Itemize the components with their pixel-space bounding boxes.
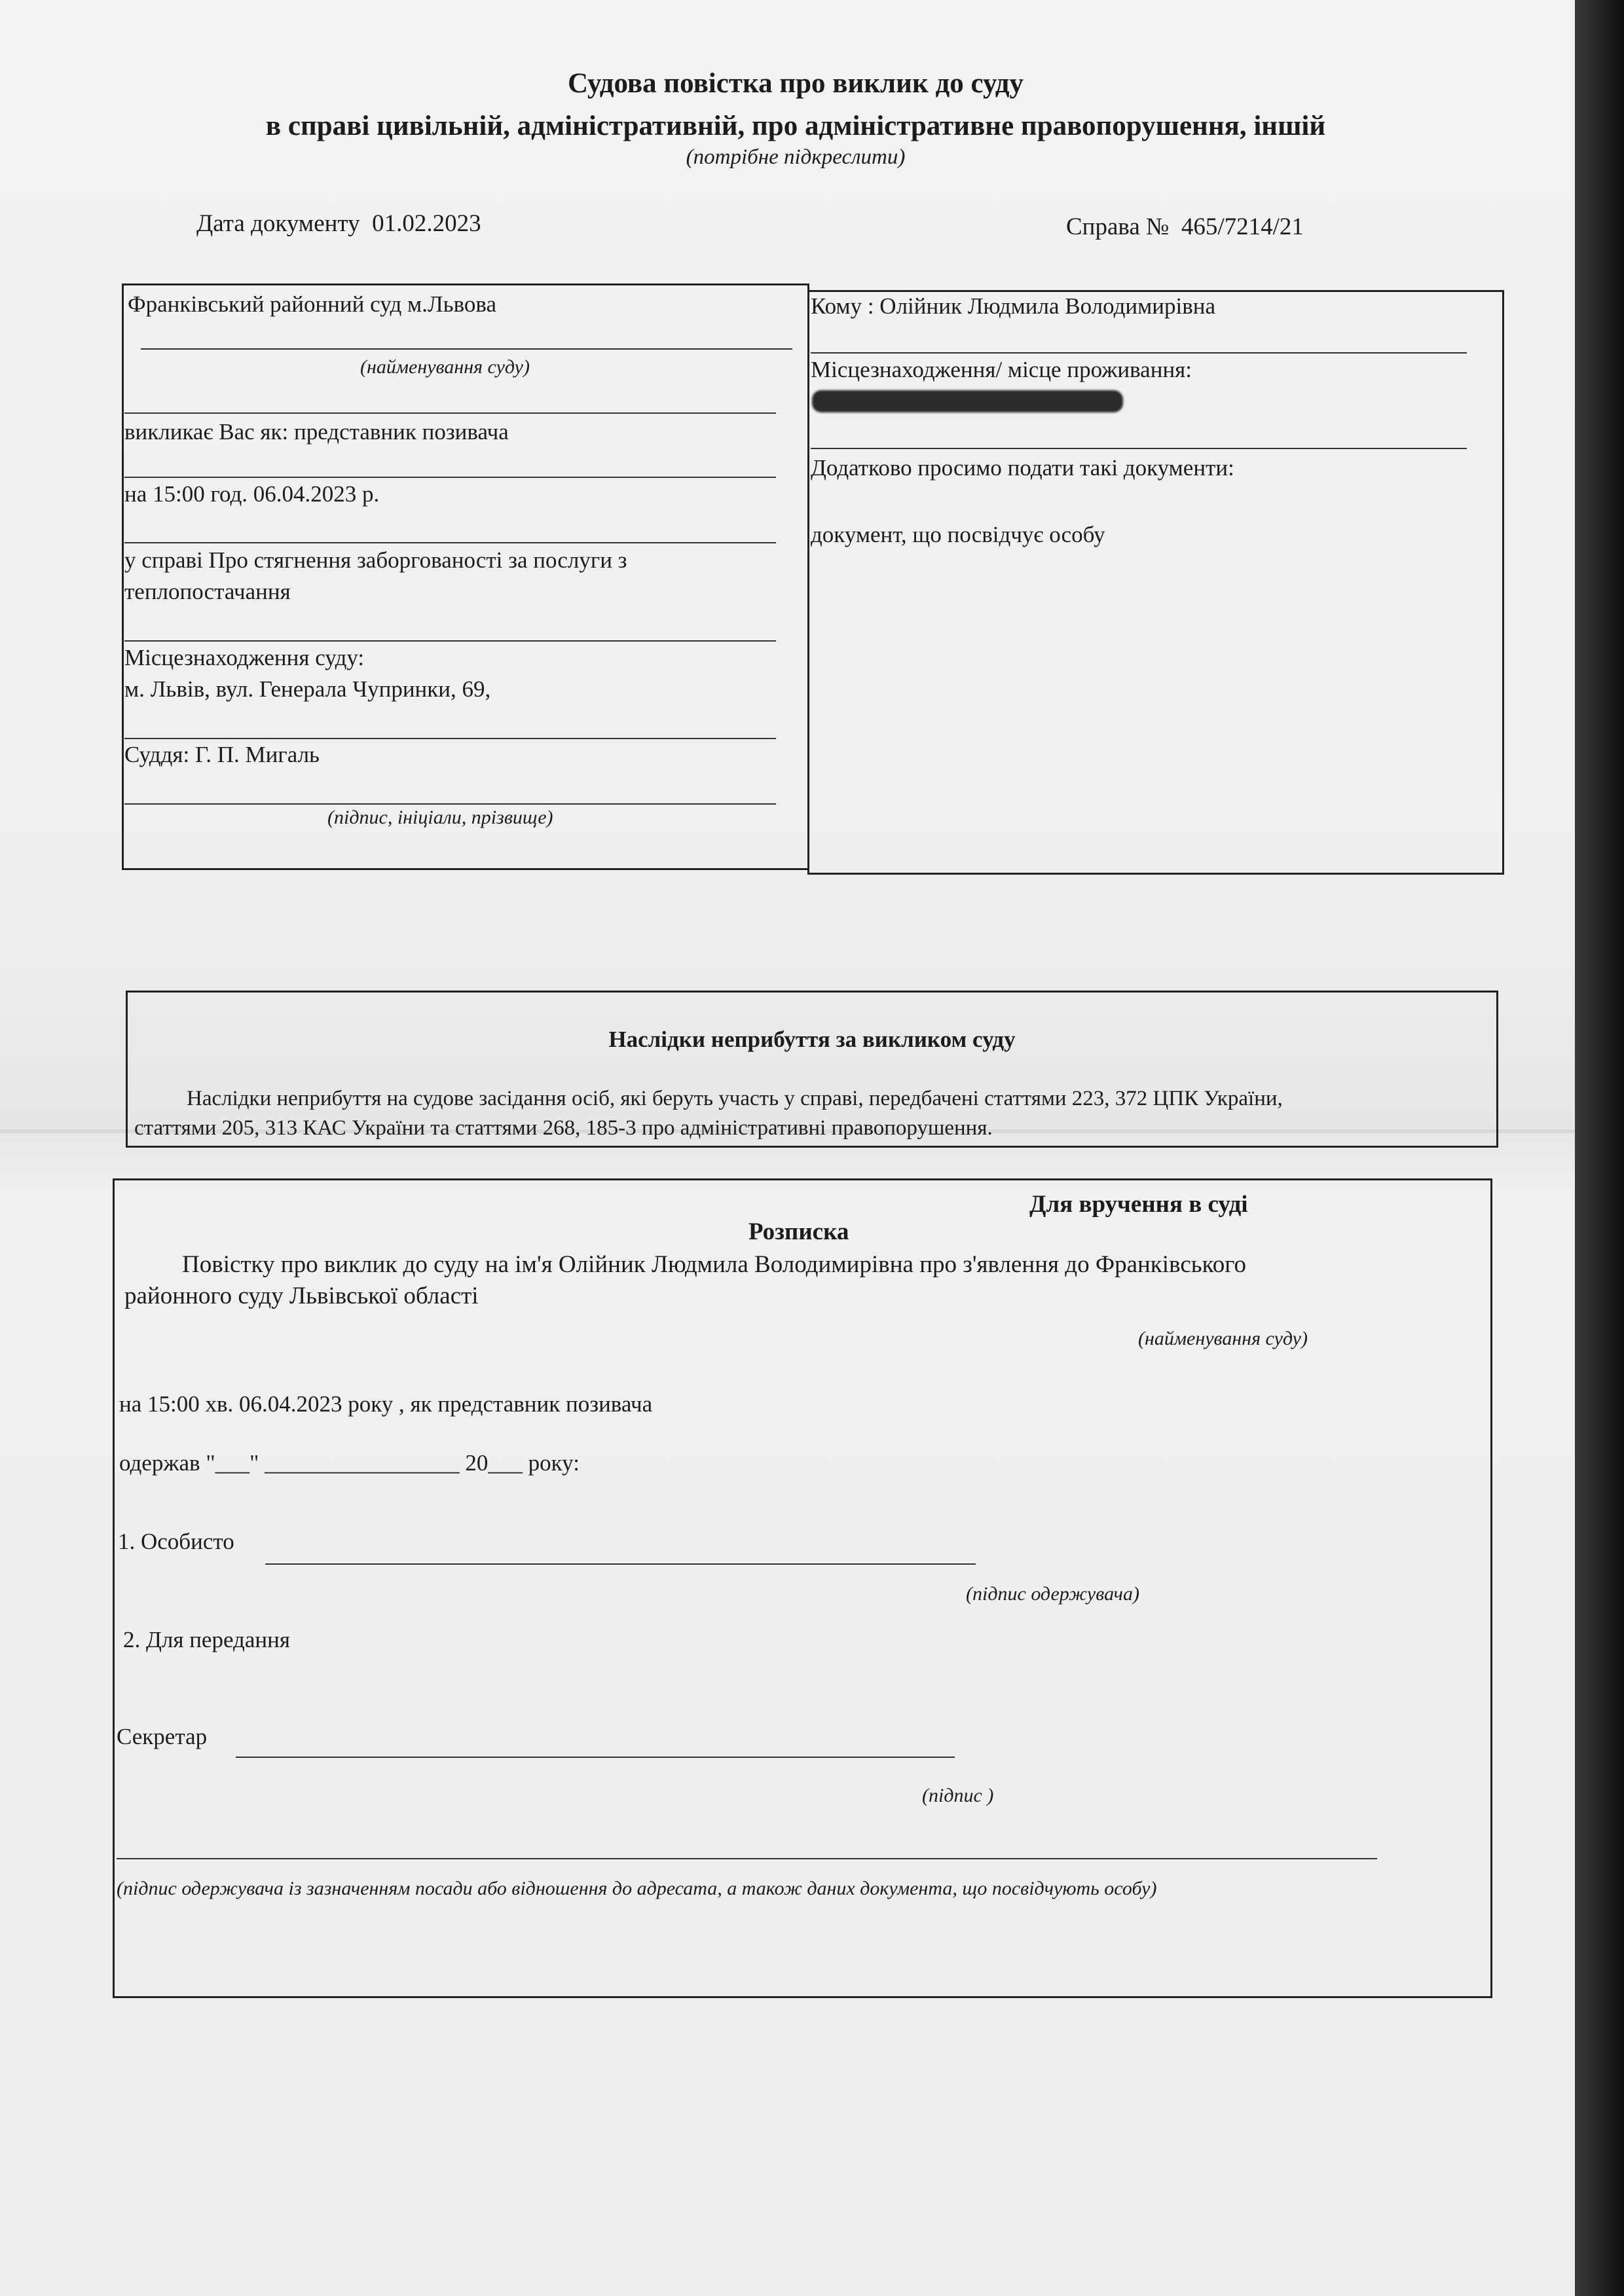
consequences-text-line-1: Наслідки неприбуття на судове засідання осіб, які беруть участь у справі, передбачені статтями 223, 372 ЦПК України, (187, 1087, 1283, 1110)
personally-caption: (підпис одержувача) (966, 1583, 1139, 1605)
divider (124, 738, 776, 739)
bottom-caption: (підпис одержувача із зазначенням посади або відношення до адресата, а також даних документа, що посвідчують особу) (117, 1878, 1157, 1899)
divider (124, 803, 776, 805)
receipt-title: Розписка (748, 1218, 849, 1245)
personally-signature-line (265, 1563, 976, 1565)
document-date (196, 210, 481, 238)
court-name-caption: (найменування суду) (360, 356, 530, 378)
divider (811, 352, 1467, 354)
recipient: Кому : Олійник Людмила Володимирівна (811, 293, 1216, 319)
summons-role: викликає Вас як: представник позивача (124, 419, 509, 445)
secretary-label: Секретар (117, 1724, 208, 1749)
divider (141, 348, 792, 350)
signature-caption: (підпис ) (922, 1785, 994, 1806)
divider (124, 477, 776, 478)
divider (124, 412, 776, 414)
documents-label: Додатково просимо подати такі документи: (811, 455, 1234, 481)
consequences-title: Наслідки неприбуття за викликом суду (608, 1027, 1016, 1052)
for-court-label: Для вручення в суді (1029, 1191, 1248, 1218)
received-line: одержав "___" _________________ 20___ року: (119, 1450, 580, 1476)
divider (811, 448, 1467, 449)
judge-caption: (підпис, ініціали, прізвище) (327, 807, 553, 828)
title-line-1: Судова повістка про виклик до суду (567, 68, 1024, 99)
case-number (1066, 213, 1304, 241)
address-label: Місцезнаходження/ місце проживання: (811, 357, 1192, 382)
document-date-value: 01.02.2023 (372, 210, 481, 237)
receipt-court-caption: (найменування суду) (1138, 1328, 1308, 1349)
title-note: (потрібне підкреслити) (686, 145, 906, 169)
secretary-signature-line (236, 1757, 955, 1758)
judge: Суддя: Г. П. Мигаль (124, 742, 320, 767)
receipt-line-2: районного суду Львівської області (124, 1283, 479, 1309)
receipt-line-1: Повістку про виклик до суду на ім'я Олійник Людмила Володимирівна про з'явлення до Франківського (182, 1251, 1246, 1278)
receipt-time-line: на 15:00 хв. 06.04.2023 року , як представник позивача (119, 1391, 653, 1417)
case-number-value: 465/7214/21 (1181, 213, 1304, 240)
divider (124, 640, 776, 642)
court-name: Франківський районний суд м.Львова (128, 291, 497, 317)
hearing-time: на 15:00 год. 06.04.2023 р. (124, 481, 380, 507)
court-location-label: Місцезнаходження суду: (124, 645, 365, 670)
consequences-text-line-2: статтями 205, 313 КАС України та статтями 268, 185-3 про адміністративні правопорушення. (134, 1116, 993, 1140)
personally-label: 1. Особисто (118, 1529, 234, 1554)
scan-edge (1575, 0, 1624, 2296)
document-date-label: Дата документу (196, 210, 360, 237)
case-subject-line-1: у справі Про стягнення заборгованості за послуги з (124, 547, 627, 573)
recipient-signature-line (117, 1858, 1377, 1859)
court-location-value: м. Львів, вул. Генерала Чупринки, 69, (124, 676, 491, 702)
case-subject-line-2: теплопостачання (124, 579, 291, 604)
title-line-2: в справі цивільній, адміністративній, про адміністративне правопорушення, іншій (265, 111, 1326, 141)
documents-value: документ, що посвідчує особу (811, 522, 1105, 547)
case-number-label: Справа № (1066, 213, 1170, 240)
divider (124, 542, 776, 543)
transfer-label: 2. Для передання (123, 1627, 290, 1652)
redacted-address (812, 390, 1123, 412)
